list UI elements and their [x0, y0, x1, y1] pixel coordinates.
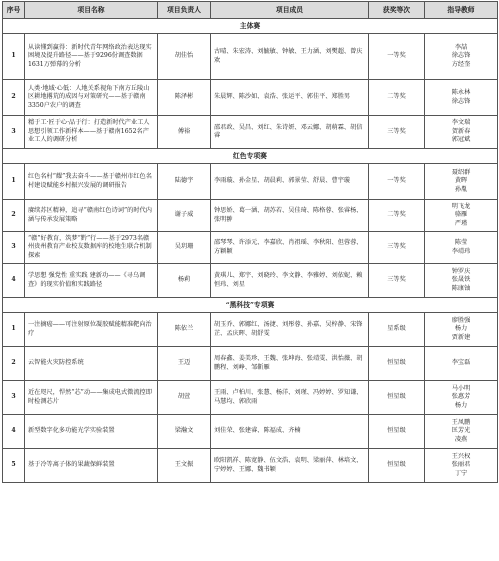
advisor-cell: 李文瑞 贺新春 郭冠斌: [425, 116, 498, 149]
award-level-cell: 二等奖: [369, 200, 425, 232]
row-index: 4: [3, 415, 25, 449]
row-index: 5: [3, 449, 25, 483]
project-leader-cell: 胡佳怡: [158, 34, 211, 80]
header-project-leader: 项目负责人: [158, 2, 211, 19]
advisor-cell: 钟罗庆 张晟铁 陈康铀: [425, 264, 498, 298]
header-award-level: 获奖等次: [369, 2, 425, 19]
table-header: [3, 2, 498, 19]
award-level-cell: 三等奖: [369, 232, 425, 264]
section-title: “黑科技”专项赛: [3, 298, 498, 313]
project-name-cell: 学思想 强党性 重实践 建新功——《寻乌调查》的现实价值和实践路径: [25, 264, 158, 298]
table-row: [3, 415, 498, 449]
project-members-cell: 王雨、卢柏川、张慧、杨洋、刘瑾、冯婷婷、罗知谦、马慧均、郭欣雨: [211, 381, 369, 415]
awards-table: [2, 1, 498, 483]
header-row: [3, 2, 498, 19]
project-name-cell: “赣”好教育，筑梦“黔”行——基于2973名赣州贵州教育产业校友数据库的校地生联合机制探索: [25, 232, 158, 264]
row-index: 4: [3, 264, 25, 298]
project-name-cell: 云智能火灾防控系统: [25, 347, 158, 381]
award-level-cell: 恒星级: [369, 449, 425, 483]
table-row: [3, 34, 498, 80]
project-members-cell: 钟思娇、葛一涵、胡苏若、吴佳琦、陈格蓉、张睿杨、张明翀: [211, 200, 369, 232]
row-index: 1: [3, 164, 25, 200]
award-level-cell: 一等奖: [369, 164, 425, 200]
award-level-cell: 一等奖: [369, 34, 425, 80]
project-members-cell: 胡玉乔、郭娜红、汤捷、刘彤蓉、孙嘉、吴梓静、宋锋芷、孟庆晖、胡舒雯: [211, 313, 369, 347]
row-index: 3: [3, 381, 25, 415]
project-leader-cell: 陈依兰: [158, 313, 211, 347]
table-row: [3, 232, 498, 264]
row-index: 2: [3, 80, 25, 116]
project-name-cell: 精于工·匠于心·品于行：打造新时代产业工人思想引领工作新样本——基于赣南1652名产业工人的调研分析: [25, 116, 158, 149]
table-row: [3, 116, 498, 149]
project-name-cell: 人类·地域·心低：人地关系视角下南方丘陵山区耕地撂荒的成因与对策研究——基于赣南3350户农户的调查: [25, 80, 158, 116]
project-members-cell: 古晴、朱宏涛、刘毓敏、钟敏、王力涵、刘樊超、曾庆欢: [211, 34, 369, 80]
project-members-cell: 邵琴琴、许添元、李嘉欣、肖祖瑶、李秋阳、但蓉蓉、方颖颖: [211, 232, 369, 264]
project-name-cell: 基于冷等离子体的果蔬保鲜装置: [25, 449, 158, 483]
project-leader-cell: 谢子威: [158, 200, 211, 232]
project-name-cell: 从读懂到赢得：新时代青年网络政治表达现实困境及提升路径——基于9296份调查数据1631万弹幕的分析: [25, 34, 158, 80]
advisor-cell: 王凤鹏 匡芳光 凌燕: [425, 415, 498, 449]
row-index: 3: [3, 116, 25, 149]
advisor-cell: 明飞龙 骆雁 严瑾: [425, 200, 498, 232]
row-index: 1: [3, 313, 25, 347]
header-index: 序号: [3, 2, 25, 19]
table-row: [3, 381, 498, 415]
project-leader-cell: 王迈: [158, 347, 211, 381]
project-leader-cell: 胡萱: [158, 381, 211, 415]
project-members-cell: 周春鑫、姜美珍、王魏、张坤海、张靖雯、洪怡薇、胡鹏程、刘峥、邹靳雁: [211, 347, 369, 381]
section-title: 红色专项赛: [3, 149, 498, 164]
row-index: 2: [3, 347, 25, 381]
header-project-members: 项目成员: [211, 2, 369, 19]
row-index: 2: [3, 200, 25, 232]
award-level-cell: 星系级: [369, 313, 425, 347]
project-leader-cell: 梁瀚文: [158, 415, 211, 449]
advisor-cell: 马小明 张惠芳 杨力: [425, 381, 498, 415]
advisor-cell: 王兴权 张丽君 丁宁: [425, 449, 498, 483]
row-index: 3: [3, 232, 25, 264]
project-name-cell: 一注摘癌——可注射原位凝胶赋能精准靶向治疗: [25, 313, 158, 347]
project-leader-cell: 王文振: [158, 449, 211, 483]
section-row: [3, 149, 498, 164]
project-name-cell: 赓续苏区精神，追寻“赣南红色诗词”的时代内涵与传承发展策略: [25, 200, 158, 232]
table-row: [3, 164, 498, 200]
advisor-cell: 聂绍群 黄晖 孙胤: [425, 164, 498, 200]
table-body: [3, 19, 498, 483]
project-members-cell: 李雨璇、孙金星、胡晨莉、郭景莹、舒晨、曹宇璇: [211, 164, 369, 200]
project-members-cell: 黄琪儿、郑宇、刘晓玲、李文静、李雅婷、刘依妮、赖恒玮、刘星: [211, 264, 369, 298]
advisor-cell: 陈莹 李靖玮: [425, 232, 498, 264]
project-name-cell: 红色名村“耀”我去奋斗——基于赣州市红色名村建设赋能乡村振兴发展的调研报告: [25, 164, 158, 200]
project-members-cell: 邵君政、吴昌、刘红、朱诗妍、邓云娜、胡萌霖、胡信睿: [211, 116, 369, 149]
award-level-cell: 恒星级: [369, 347, 425, 381]
project-name-cell: 近在咫尺，悍然“芯”动——集成电式微流控即时检测芯片: [25, 381, 158, 415]
award-level-cell: 恒星级: [369, 415, 425, 449]
project-members-cell: 朱晨辉、陈沙如、袁浩、张运平、郭佳平、郑胜男: [211, 80, 369, 116]
table-row: [3, 449, 498, 483]
header-project-name: 项目名称: [25, 2, 158, 19]
project-leader-cell: 吴玥珊: [158, 232, 211, 264]
advisor-cell: 廖胜强 杨力 贾新建: [425, 313, 498, 347]
table-row: [3, 200, 498, 232]
section-title: 主体赛: [3, 19, 498, 34]
project-members-cell: 欧阳凯祥、陈宽静、伍文浩、袁明、梁丽萍、林培文、宁婷婷、王娜、魏书颖: [211, 449, 369, 483]
project-members-cell: 刘佳荣、张建睿、陈福成、齐楠: [211, 415, 369, 449]
advisor-cell: 陈永林 徐志锋: [425, 80, 498, 116]
table-row: [3, 80, 498, 116]
award-level-cell: 二等奖: [369, 80, 425, 116]
award-level-cell: 三等奖: [369, 116, 425, 149]
award-level-cell: 恒星级: [369, 381, 425, 415]
project-leader-cell: 傅裕: [158, 116, 211, 149]
project-leader-cell: 陈泽彬: [158, 80, 211, 116]
project-leader-cell: 陆德宇: [158, 164, 211, 200]
section-row: [3, 298, 498, 313]
advisor-cell: 李宝磊: [425, 347, 498, 381]
advisor-cell: 李喆 徐志锋 方经奎: [425, 34, 498, 80]
project-name-cell: 新型数字化多功能光学实验装置: [25, 415, 158, 449]
header-advisor: 指导教师: [425, 2, 498, 19]
table-row: [3, 347, 498, 381]
table-row: [3, 313, 498, 347]
section-row: [3, 19, 498, 34]
row-index: 1: [3, 34, 25, 80]
award-level-cell: 三等奖: [369, 264, 425, 298]
table-row: [3, 264, 498, 298]
project-leader-cell: 杨莉: [158, 264, 211, 298]
